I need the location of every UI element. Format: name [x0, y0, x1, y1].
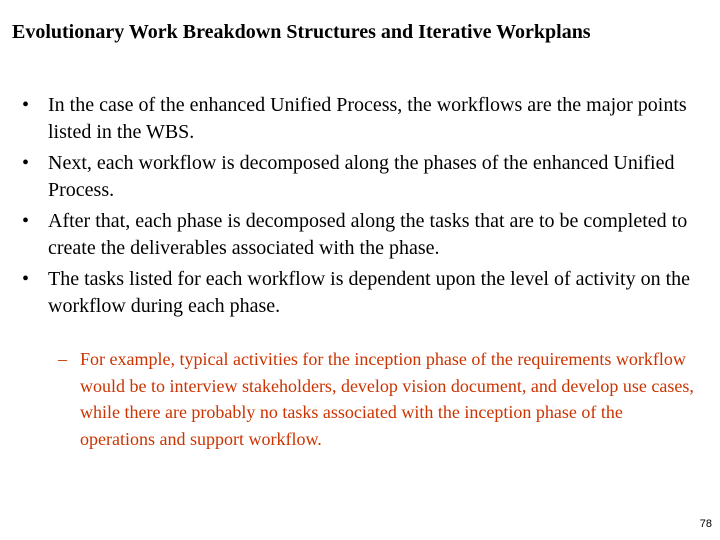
bullet-list [22, 92, 697, 324]
bullet-marker: • [22, 94, 30, 116]
bullet-item [22, 266, 697, 320]
bullet-item [22, 208, 697, 262]
bullet-text: In the case of the enhanced Unified Process, the workflows are the major points listed in the WBS. [48, 94, 687, 143]
bullet-text: Next, each workflow is decomposed along the phases of the enhanced Unified Process. [48, 152, 675, 201]
bullet-marker: • [22, 210, 30, 232]
bullet-text: The tasks listed for each workflow is dependent upon the level of activity on the workflow during each phase. [48, 268, 691, 317]
sub-bullet-list [58, 346, 698, 452]
sub-bullet-item [58, 346, 698, 452]
bullet-text: After that, each phase is decomposed along the tasks that are to be completed to create the deliverables associated with the phase. [48, 210, 688, 259]
bullet-marker: • [22, 268, 30, 290]
sub-bullet-marker: – [58, 349, 67, 369]
bullet-marker: • [22, 152, 30, 174]
slide-title: Evolutionary Work Breakdown Structures and Iterative Workplans [12, 21, 591, 43]
page-number: 78 [699, 518, 712, 530]
sub-bullet-text: For example, typical activities for the inception phase of the requirements workflow would be to interview stakeholders, develop vision document, and develop use cases, while there are probably no tasks associated with the inception phase of the operations and support workflow. [80, 349, 694, 449]
bullet-item [22, 150, 697, 204]
bullet-item [22, 92, 697, 146]
